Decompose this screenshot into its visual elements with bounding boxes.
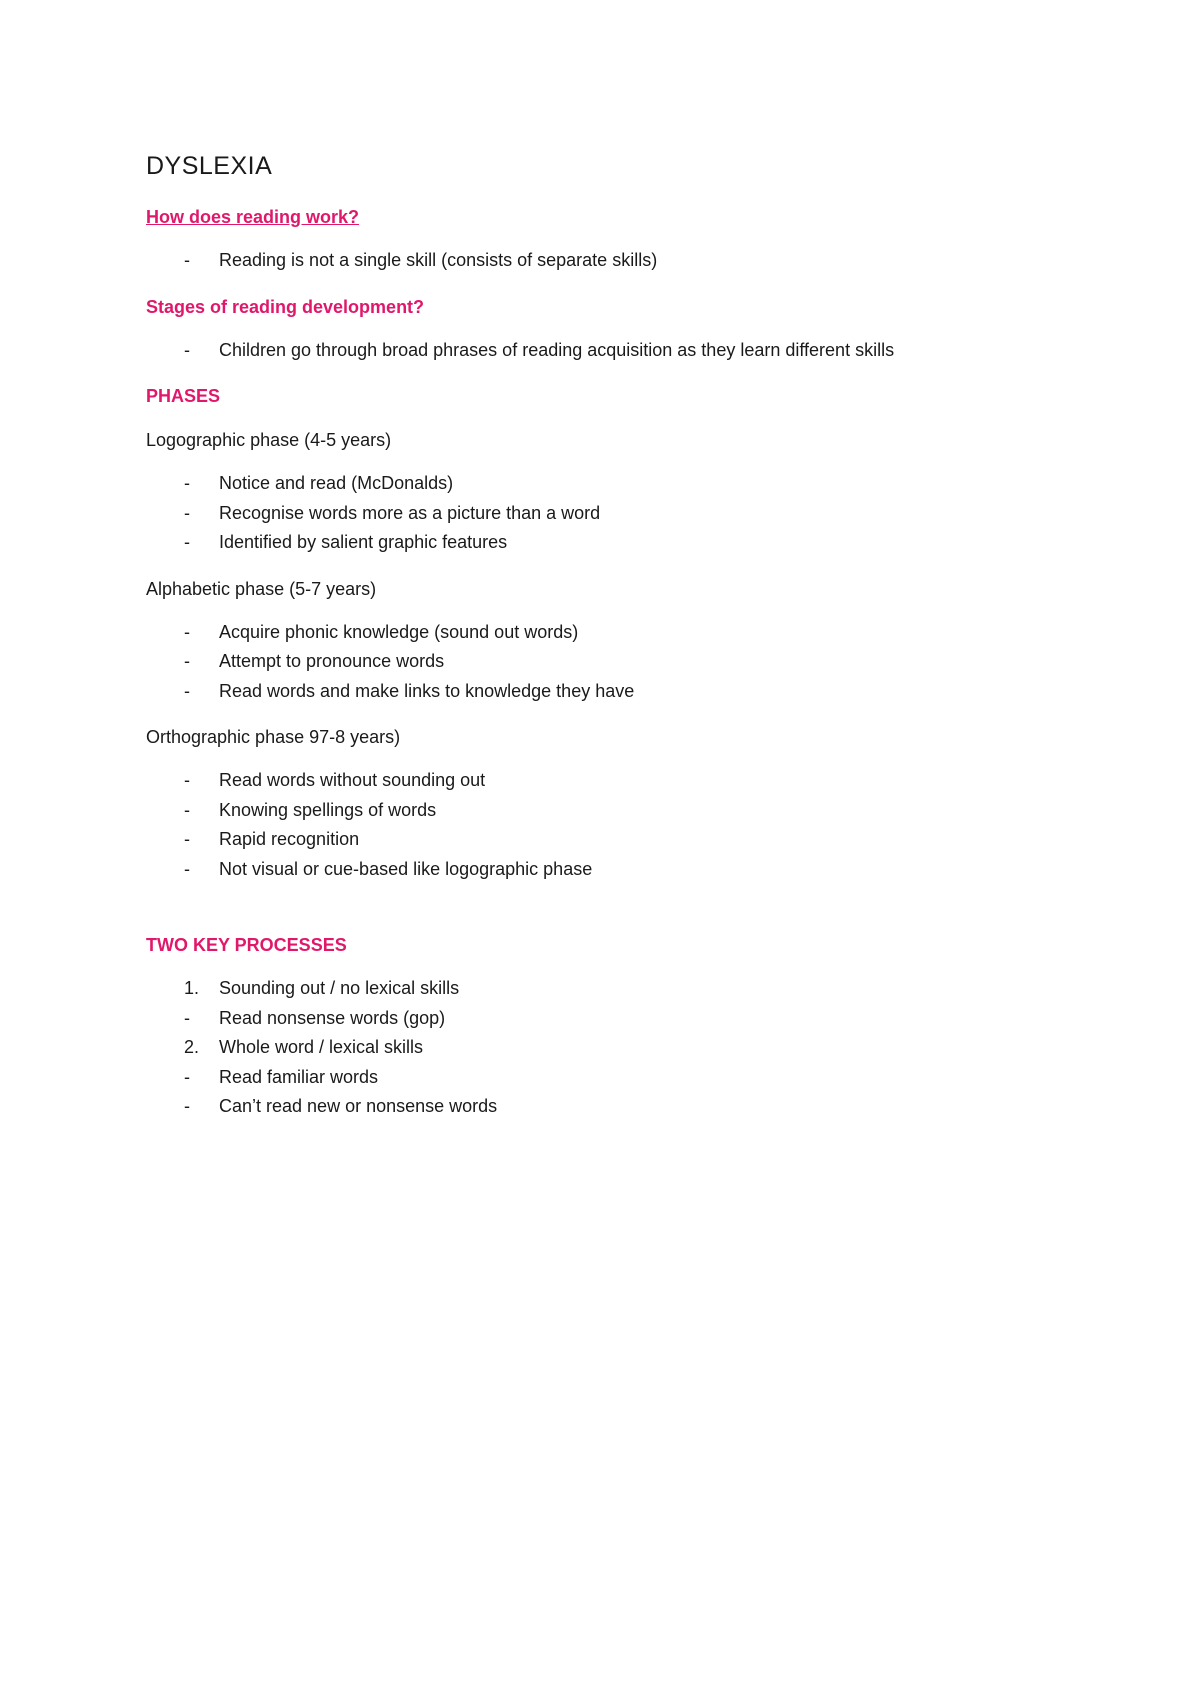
- list-item: [146, 766, 1086, 796]
- list-item: [146, 677, 1086, 707]
- list-item-text: Knowing spellings of words: [219, 799, 437, 820]
- phase-title-alphabetic: Alphabetic phase (5-7 years): [146, 578, 377, 599]
- dash-marker: -: [184, 829, 190, 849]
- phase-title-orthographic: Orthographic phase 97-8 years): [146, 727, 401, 747]
- list-item: [146, 528, 1086, 558]
- section-heading-how-reading-works: How does reading work?: [146, 207, 360, 227]
- list-marker: -: [184, 1066, 190, 1087]
- list-item-text: Notice and read (McDonalds): [219, 473, 454, 493]
- bullet-list: [146, 469, 1086, 558]
- dash-marker: -: [184, 473, 190, 493]
- list-marker: -: [184, 1096, 190, 1116]
- dash-marker: -: [184, 339, 190, 360]
- phase-title-logographic: Logographic phase (4-5 years): [146, 430, 392, 450]
- list-item-text: Whole word / lexical skills: [219, 1037, 424, 1057]
- document-title: DYSLEXIA: [146, 152, 273, 180]
- dash-marker: -: [184, 858, 190, 879]
- bullet-list: [146, 618, 1086, 707]
- list-item: [146, 469, 1086, 499]
- list-item-text: Reading is not a single skill (consists of separate skills): [219, 250, 658, 270]
- paragraph-spacer: [146, 900, 1086, 930]
- list-item: [146, 618, 1086, 648]
- list-item-text: Recognise words more as a picture than a word: [219, 502, 601, 523]
- list-item: [146, 499, 1086, 529]
- dash-marker: -: [184, 770, 190, 790]
- list-item: [146, 974, 1086, 1004]
- list-marker: 1.: [184, 978, 200, 998]
- dash-marker: -: [184, 502, 190, 523]
- list-item-text: Attempt to pronounce words: [219, 651, 445, 671]
- list-item: [146, 1092, 1086, 1122]
- list-item-text: Rapid recognition: [219, 829, 360, 849]
- list-item: [146, 796, 1086, 826]
- dash-marker: -: [184, 532, 190, 552]
- list-item: [146, 1063, 1086, 1093]
- list-item-text: Not visual or cue-based like logographic phase: [219, 858, 593, 879]
- processes-heading: TWO KEY PROCESSES: [146, 935, 347, 955]
- dash-marker: -: [184, 680, 190, 701]
- list-item: [146, 1033, 1086, 1063]
- bullet-list: [146, 336, 1086, 366]
- list-item-text: Can’t read new or nonsense words: [219, 1096, 498, 1116]
- list-item-text: Read words without sounding out: [219, 770, 486, 790]
- list-item-text: Identified by salient graphic features: [219, 532, 508, 552]
- list-marker: 2.: [184, 1037, 200, 1057]
- section-heading-stages: Stages of reading development?: [146, 296, 425, 317]
- dash-marker: -: [184, 250, 190, 270]
- list-item-text: Read nonsense words (gop): [219, 1007, 446, 1028]
- list-item: [146, 246, 1086, 276]
- list-item: [146, 855, 1086, 885]
- list-item: [146, 1004, 1086, 1034]
- list-marker: -: [184, 1007, 190, 1028]
- bullet-list: [146, 766, 1086, 884]
- list-item-text: Read words and make links to knowledge they have: [219, 680, 635, 701]
- process-list: [146, 974, 1086, 1122]
- list-item-text: Acquire phonic knowledge (sound out words): [219, 621, 579, 642]
- list-item: [146, 336, 1086, 366]
- list-item: [146, 647, 1086, 677]
- list-item: [146, 825, 1086, 855]
- dash-marker: -: [184, 651, 190, 671]
- list-item-text: Sounding out / no lexical skills: [219, 978, 460, 998]
- dash-marker: -: [184, 799, 190, 820]
- phases-heading: PHASES: [146, 386, 221, 406]
- bullet-list: [146, 246, 1086, 276]
- list-item-text: Read familiar words: [219, 1066, 379, 1087]
- document-content: [146, 146, 1086, 1138]
- dash-marker: -: [184, 621, 190, 642]
- list-item-text: Children go through broad phrases of reading acquisition as they learn different skills: [219, 339, 895, 360]
